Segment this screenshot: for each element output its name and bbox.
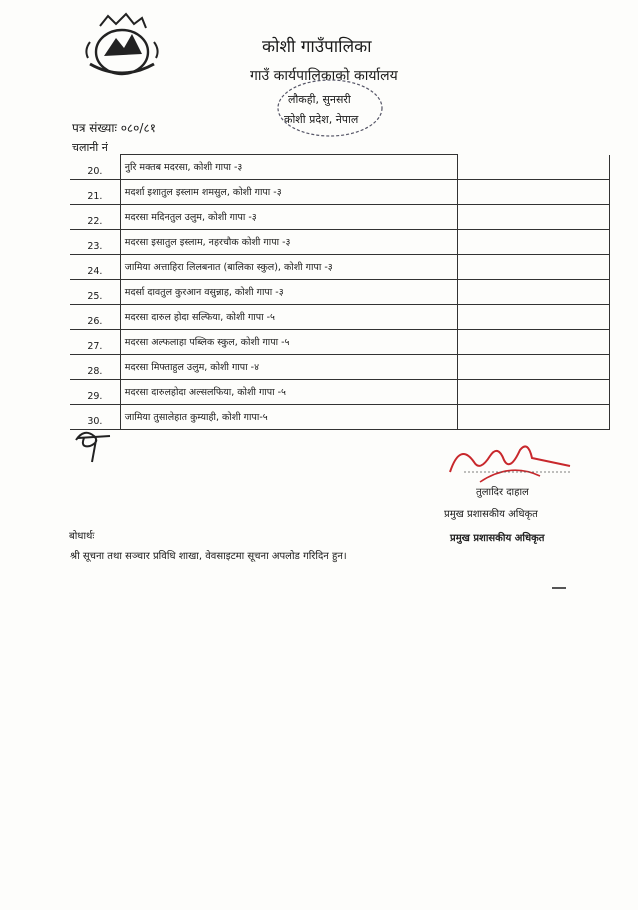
office-country: कोशी प्रदेश, नेपाल (284, 113, 359, 126)
office-title: कोशी गाउँपालिका (262, 37, 372, 57)
table-row (70, 379, 610, 404)
table-row (70, 329, 610, 354)
row-number: 25. (70, 279, 120, 304)
remarks-cell (457, 304, 609, 329)
table-row (70, 279, 610, 304)
row-number: 21. (70, 179, 120, 204)
remarks-cell (457, 254, 609, 279)
reference-number: पत्र संख्याः ०८०/८१ (72, 121, 156, 135)
remarks-cell (457, 155, 609, 180)
row-number: 27. (70, 329, 120, 354)
office-location: लौकही, सुनसरी (288, 93, 351, 106)
remarks-cell (457, 329, 609, 354)
institution-name: मदरसा अल्फलाहा पब्लिक स्कुल, कोशी गापा -५ (120, 329, 457, 354)
row-number: 23. (70, 229, 120, 254)
row-number: 28. (70, 354, 120, 379)
remarks-cell (457, 179, 609, 204)
institution-name: मदरसा इसातुल इस्लाम, नहरचौक कोशी गापा -३ (120, 229, 457, 254)
row-number: 30. (70, 404, 120, 429)
cc-line: श्री सूचना तथा सञ्चार प्रविधि शाखा, वेवसाइटमा सूचना अपलोड गरिदिन हुन। (70, 551, 347, 562)
remarks-cell (457, 229, 609, 254)
signatory-seal: प्रमुख प्रशासकीय अधिकृत (450, 533, 545, 544)
table-row (70, 254, 610, 279)
office-subtitle: गाउँ कार्यपालिकाको कार्यालय (250, 68, 398, 84)
row-number: 29. (70, 379, 120, 404)
table-row (70, 354, 610, 379)
remarks-cell (457, 279, 609, 304)
row-number: 20. (70, 155, 120, 180)
stray-mark (552, 587, 566, 589)
institution-name: मदर्शा इशातुल इस्लाम शमसुल, कोशी गापा -३ (120, 179, 457, 204)
initial-mark (70, 424, 114, 464)
institution-name: मदर्सा दावतुल कुरआन वसुन्नाह, कोशी गापा -३ (120, 279, 457, 304)
institution-name: मदरसा मिफ्ताहुल उलुम, कोशी गापा -४ (120, 354, 457, 379)
table-row (70, 304, 610, 329)
remarks-cell (457, 354, 609, 379)
signatory-name: तुलादिर दाहाल (476, 487, 529, 498)
institution-table (70, 154, 610, 430)
row-number: 26. (70, 304, 120, 329)
remarks-cell (457, 204, 609, 229)
remarks-cell (457, 379, 609, 404)
signatory-title: प्रमुख प्रशासकीय अधिकृत (444, 509, 538, 520)
table-row (70, 229, 610, 254)
institution-name: मदरसा मदिनतुल उलुम, कोशी गापा -३ (120, 204, 457, 229)
institution-name: मदरसा दारुल होदा सल्फिया, कोशी गापा -५ (120, 304, 457, 329)
institution-name: जामिया अत्ताहिरा लिलबनात (बालिका स्कुल), कोशी गापा -३ (120, 254, 457, 279)
institution-name: जामिया तुसालेहात कुम्याही, कोशी गापा-५ (120, 404, 457, 429)
cc-label: बोधार्थः (69, 531, 95, 542)
table-row (70, 404, 610, 429)
row-number: 24. (70, 254, 120, 279)
office-stamp (270, 74, 390, 144)
dispatch-number: चलानी नं (72, 141, 108, 154)
table-row (70, 179, 610, 204)
table-row (70, 204, 610, 229)
remarks-cell (457, 404, 609, 429)
table-row (70, 155, 610, 180)
government-emblem (80, 12, 164, 82)
institution-name: मदरसा दारुलहोदा अल्सलफिया, कोशी गापा -५ (120, 379, 457, 404)
institution-name: नुरि मक्तब मदरसा, कोशी गापा -३ (120, 155, 457, 180)
row-number: 22. (70, 204, 120, 229)
